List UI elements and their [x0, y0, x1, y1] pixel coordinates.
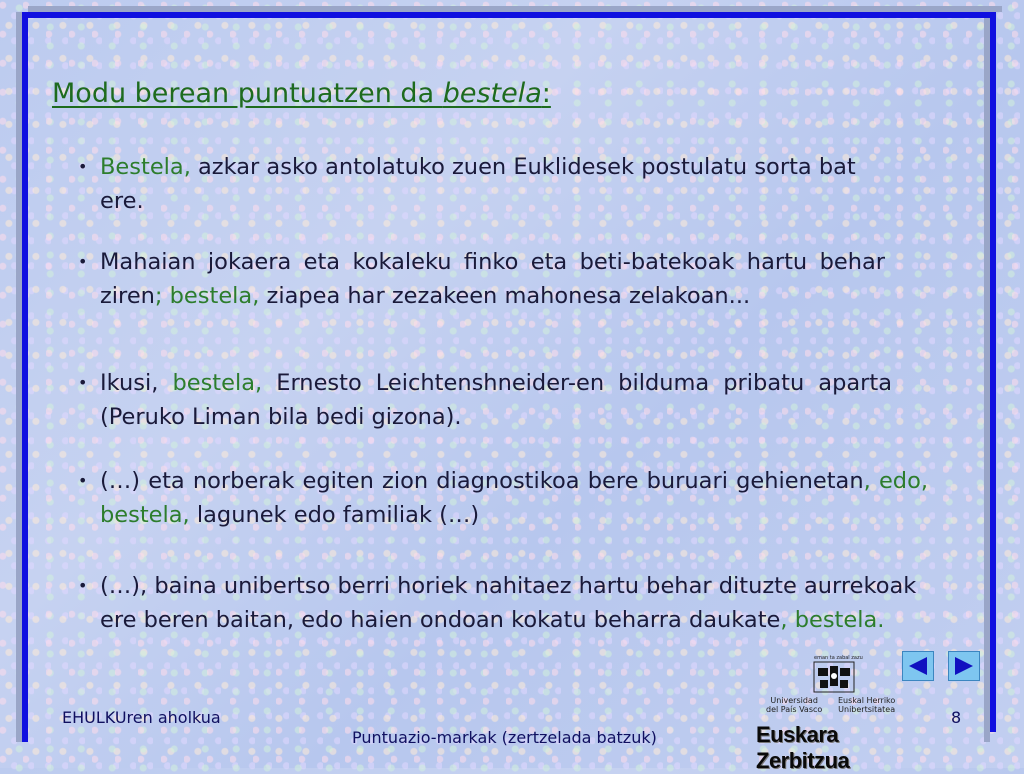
frame-left-border	[22, 12, 28, 742]
bullet-dot: •	[78, 252, 88, 271]
bullet-text: Ernesto Leichtenshneider-en bilduma pribatu aparta (Peruko Liman bila bedi gizona).	[100, 370, 892, 430]
page-number: 8	[951, 708, 962, 727]
university-es-line1: Universidad	[770, 696, 818, 705]
bullet-item	[78, 150, 860, 218]
bullet-text: (…), baina unibertso berri horiek nahitaez hartu behar dituzte aurrekoak ere beren baitan, edo haien ondoan kokatu beharra daukate	[100, 573, 917, 633]
bullet-text: lagunek edo familiak (…)	[189, 502, 480, 528]
keyword-bestela: ; bestela,	[154, 283, 260, 309]
bullet-item	[78, 245, 885, 313]
bullet-text: ziapea har zezakeen mahonesa zelakoan...	[259, 283, 751, 309]
frame-top-border	[22, 12, 996, 18]
previous-slide-button[interactable]	[902, 651, 934, 681]
bullet-text: Mahaian jokaera eta kokaleku finko eta beti-batekoak hartu behar ziren	[100, 249, 885, 309]
bullet-text: azkar asko antolatuko zuen Euklidesek postulatu sorta bat ere.	[100, 154, 856, 214]
keyword-bestela: bestela,	[172, 370, 263, 396]
university-eu-line1: Euskal Herriko	[838, 696, 896, 705]
logo-tagline: eman ta zabal zazu	[814, 655, 863, 661]
keyword-bestela: Bestela,	[100, 154, 191, 180]
keyword-bestela: , edo, bestela,	[100, 468, 928, 528]
title-suffix: :	[541, 78, 551, 109]
footer-center-text: Puntuazio-markak (zertzelada batzuk)	[352, 728, 657, 747]
frame-right-border	[990, 12, 996, 732]
title-keyword: bestela	[442, 78, 542, 109]
university-eu-line2: Unibertsitatea	[838, 705, 896, 714]
bullet-text: Ikusi,	[100, 370, 173, 396]
keyword-bestela: , bestela.	[780, 607, 885, 633]
footer-left-text: EHULKUren aholkua	[62, 708, 221, 727]
university-es-line2: del País Vasco	[766, 705, 823, 714]
triangle-left-icon	[907, 656, 929, 676]
bullet-dot: •	[78, 471, 88, 490]
bullet-dot: •	[78, 373, 88, 392]
slide-title	[52, 78, 551, 109]
university-logo-icon	[812, 656, 856, 694]
triangle-right-icon	[953, 656, 975, 676]
title-prefix: Modu berean puntuatzen da	[52, 78, 443, 109]
university-name-es	[766, 696, 822, 714]
bullet-dot: •	[78, 157, 88, 176]
bullet-text: (…) eta norberak egiten zion diagnostikoa bere buruari gehienetan	[100, 468, 864, 494]
next-slide-button[interactable]	[948, 651, 980, 681]
bullet-item	[78, 464, 928, 532]
bullet-dot: •	[78, 576, 88, 595]
bullet-item	[78, 569, 928, 637]
bullet-item	[78, 366, 892, 434]
university-name-eu	[838, 696, 895, 714]
service-name: Euskara Zerbitzua	[756, 722, 850, 773]
